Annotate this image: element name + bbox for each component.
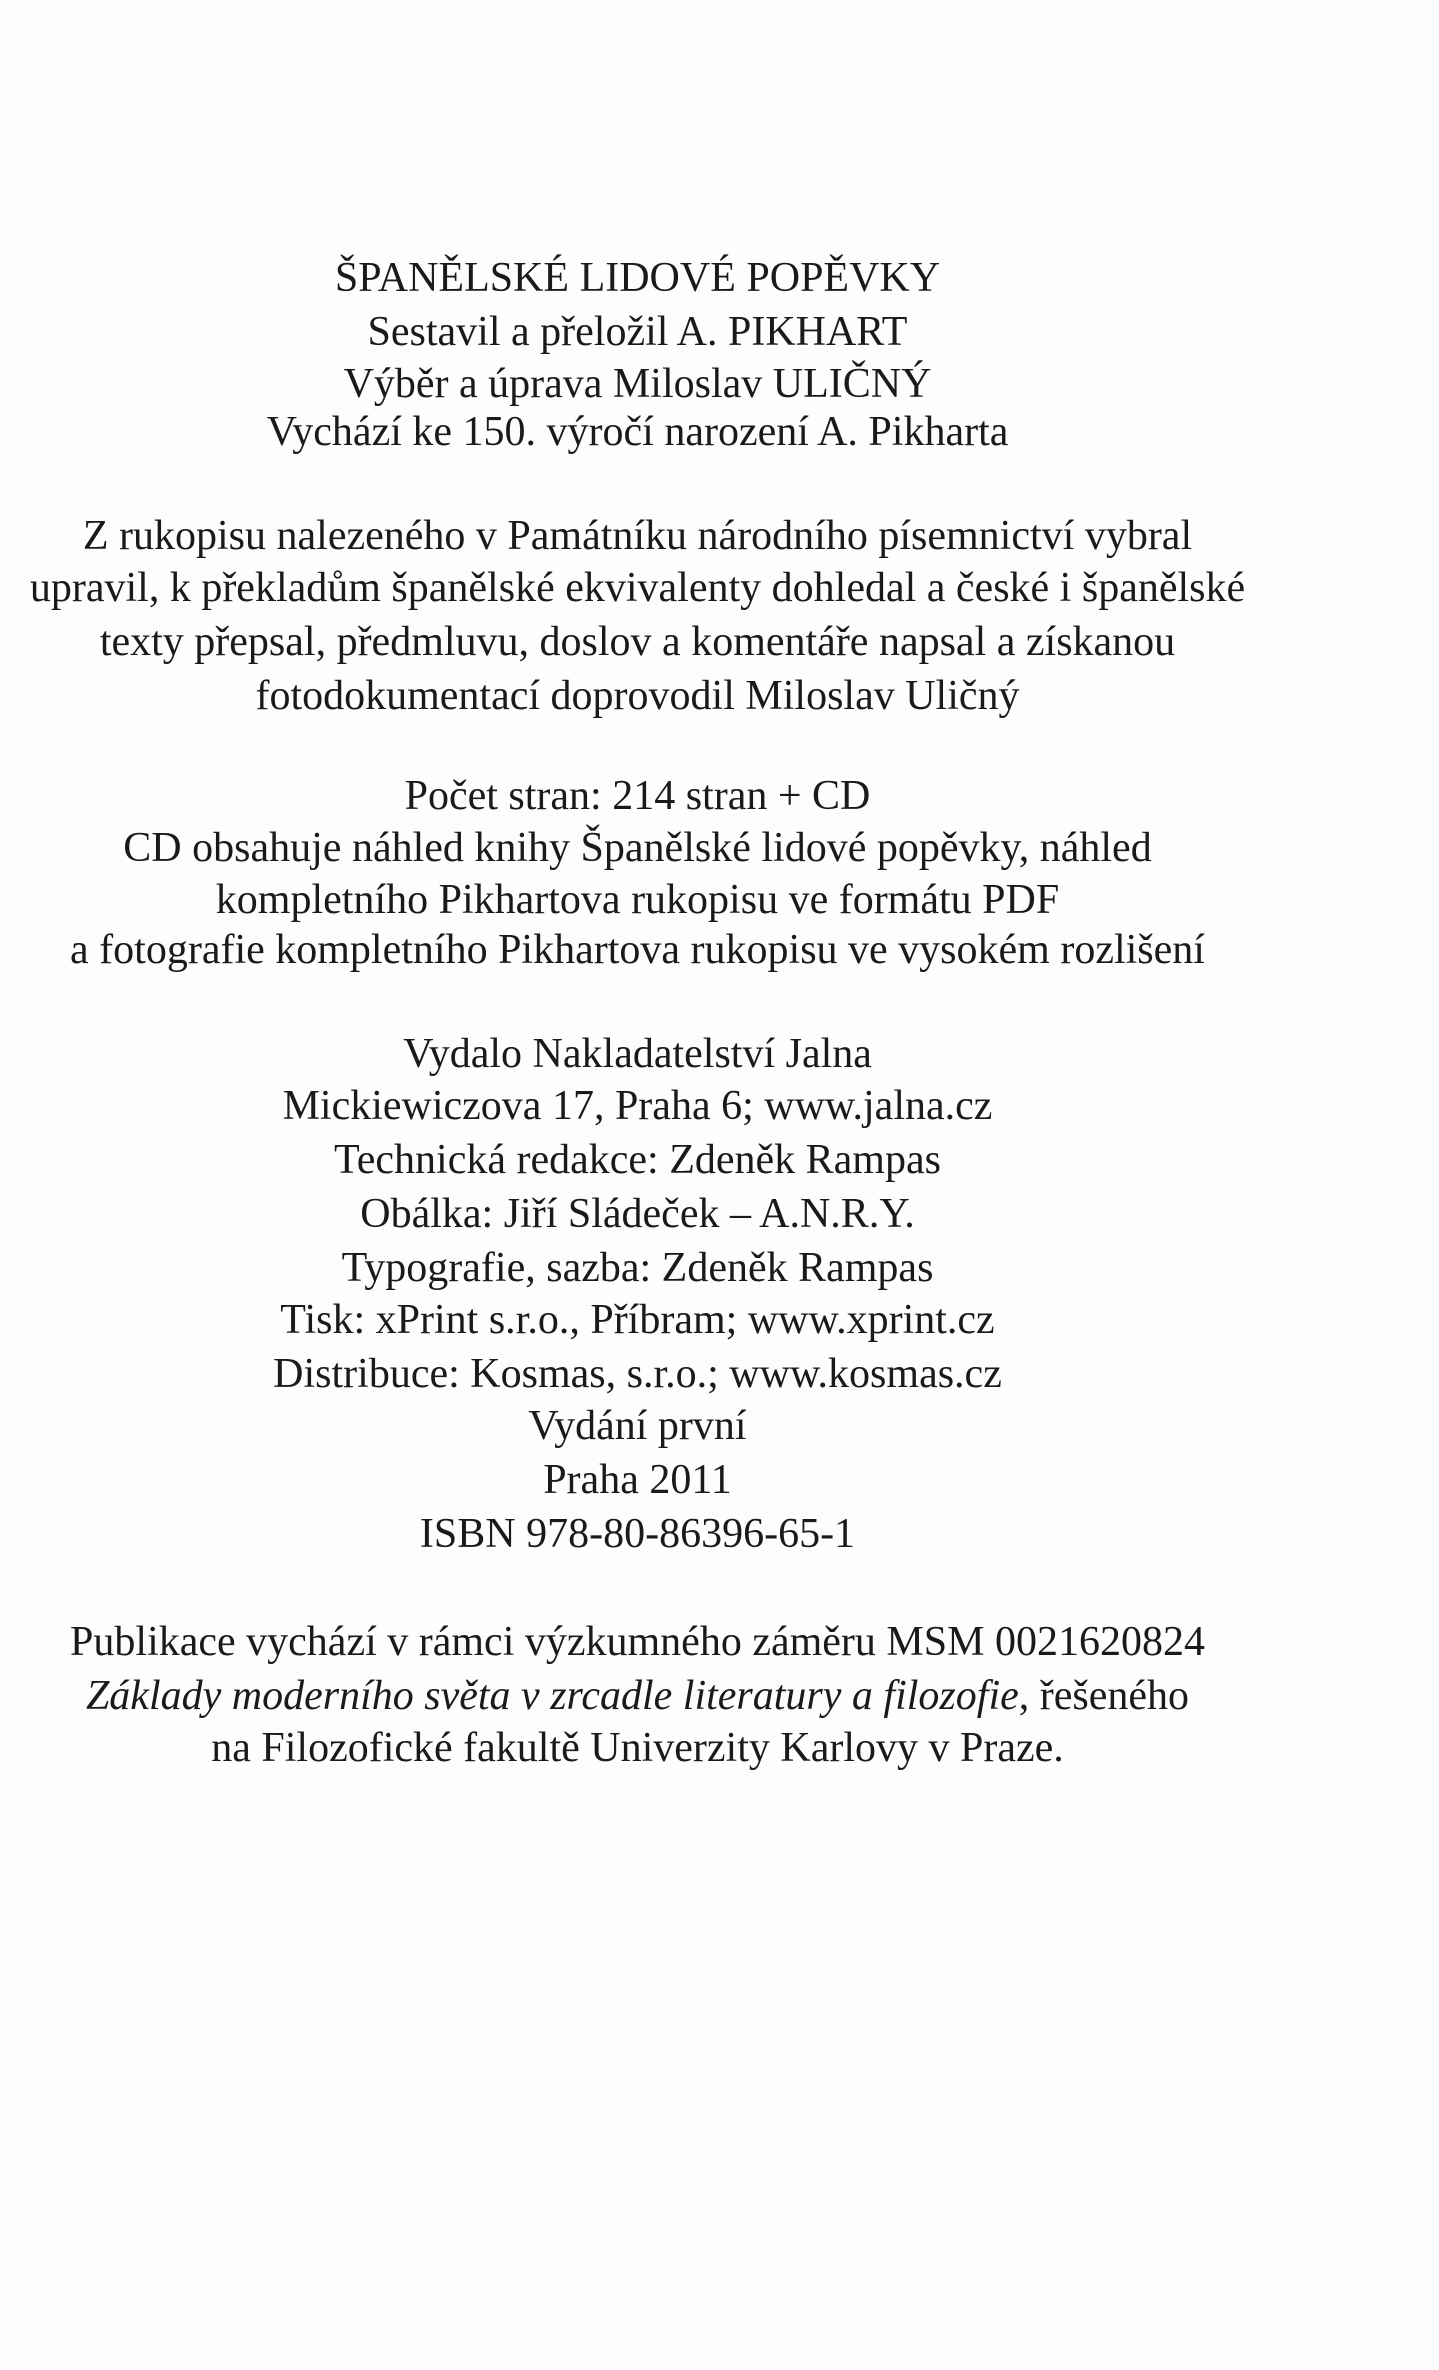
selection-by: Výběr a úprava Miloslav ULIČNÝ: [343, 361, 932, 407]
cd-info-line-1: CD obsahuje náhled knihy Španělské lidové popěvky, náhled: [123, 825, 1152, 871]
distribution: Distribuce: Kosmas, s.r.o.; www.kosmas.cz: [273, 1351, 1002, 1397]
manuscript-note-line-4: fotodokumentací doprovodil Miloslav Uličný: [255, 673, 1020, 719]
cd-info-line-2: kompletního Pikhartova rukopisu ve formátu PDF: [215, 877, 1060, 923]
research-note-suffix: , řešeného: [1018, 1673, 1190, 1719]
anniversary-note: Vychází ke 150. výročí narození A. Pikharta: [266, 409, 1009, 455]
edition: Vydání první: [528, 1403, 747, 1449]
research-title: Základy moderního světa v zrcadle literatury a filozofie: [85, 1673, 1019, 1719]
typography: Typografie, sazba: Zdeněk Rampas: [341, 1245, 934, 1291]
manuscript-note-line-3: texty přepsal, předmluvu, doslov a komentáře napsal a získanou: [99, 619, 1176, 665]
compiled-by: Sestavil a přeložil A. PIKHART: [367, 309, 908, 355]
isbn: ISBN 978-80-86396-65-1: [419, 1511, 856, 1557]
cd-info-line-3: a fotografie kompletního Pikhartova rukopisu ve vysokém rozlišení: [70, 927, 1205, 973]
research-note-line-1: Publikace vychází v rámci výzkumného záměru MSM 0021620824: [70, 1619, 1205, 1665]
printer: Tisk: xPrint s.r.o., Příbram; www.xprint.cz: [280, 1297, 995, 1343]
research-note-line-3: na Filozofické fakultě Univerzity Karlovy v Praze.: [211, 1725, 1064, 1771]
page-count: Počet stran: 214 stran + CD: [404, 773, 871, 819]
technical-editor: Technická redakce: Zdeněk Rampas: [334, 1137, 941, 1183]
manuscript-note-line-2: upravil, k překladům španělské ekvivalenty dohledal a české i španělské: [29, 565, 1246, 611]
cover-designer: Obálka: Jiří Sládeček – A.N.R.Y.: [360, 1191, 915, 1237]
place-year: Praha 2011: [543, 1457, 732, 1503]
book-title: ŠPANĚLSKÉ LIDOVÉ POPĚVKY: [334, 255, 941, 301]
publisher-name: Vydalo Nakladatelství Jalna: [403, 1031, 872, 1077]
research-note-line-2: [0, 1668, 1295, 1724]
publisher-address: Mickiewiczova 17, Praha 6; www.jalna.cz: [282, 1083, 993, 1129]
manuscript-note-line-1: Z rukopisu nalezeného v Památníku národního písemnictví vybral: [82, 513, 1193, 559]
